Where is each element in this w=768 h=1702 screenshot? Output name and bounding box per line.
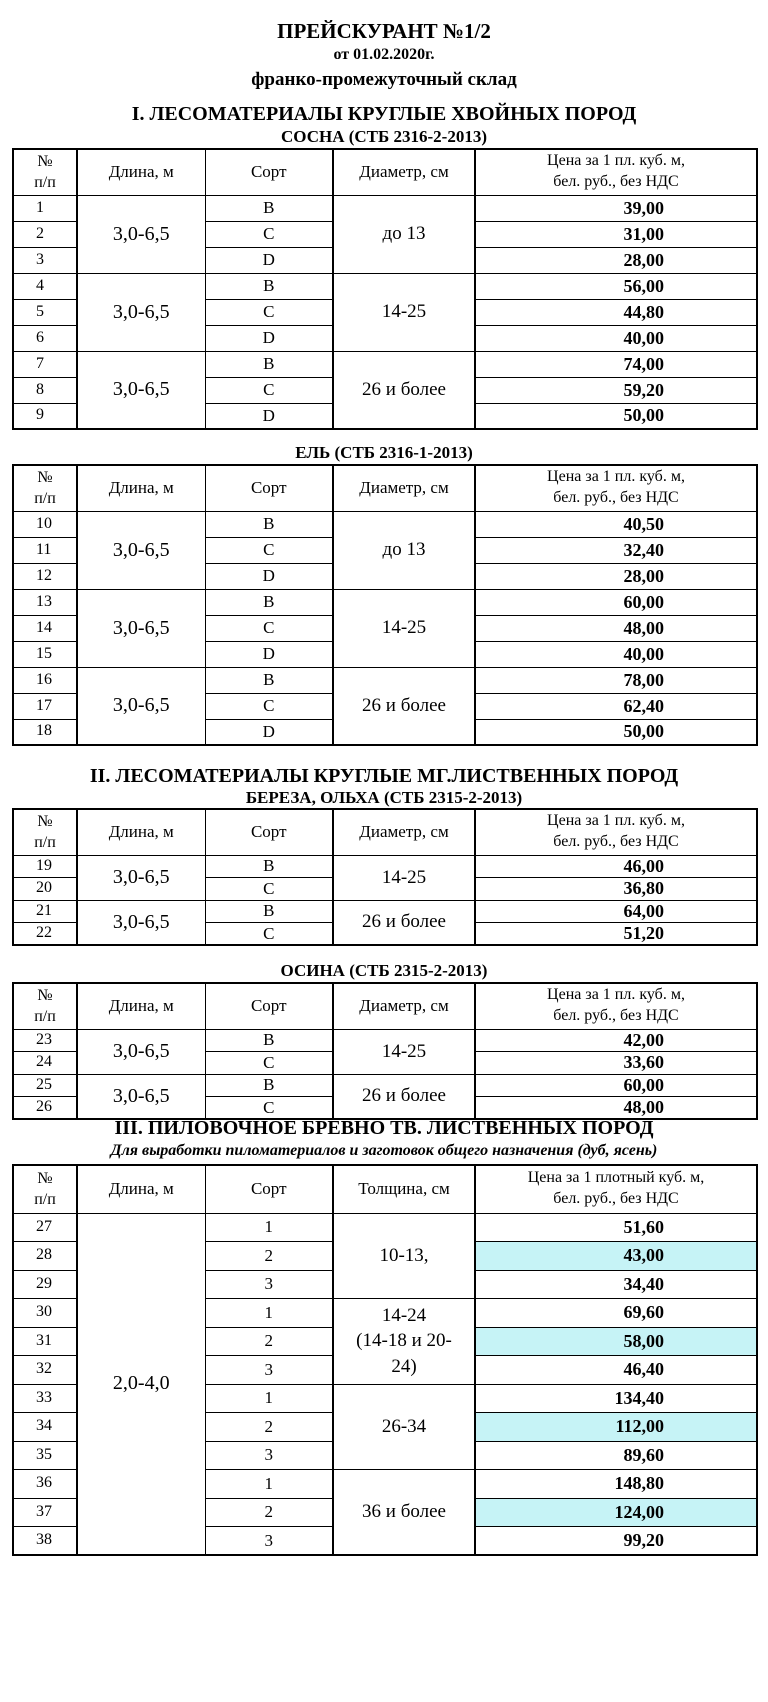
- price-value: 44,80: [475, 299, 757, 325]
- row-number: 3: [13, 247, 77, 273]
- diameter-value-line: 14-25: [381, 866, 427, 888]
- price-value: 59,20: [475, 377, 757, 403]
- diameter-value: [333, 1074, 475, 1119]
- row-number: 4: [13, 273, 77, 299]
- grade-value: C: [205, 923, 333, 946]
- column-header-price-line-1: Цена за 1 пл. куб. м,: [547, 468, 685, 486]
- price-value: 36,80: [475, 878, 757, 901]
- pine-price-table: [12, 148, 758, 430]
- column-header-price-line-1: Цена за 1 пл. куб. м,: [547, 152, 685, 170]
- table-row: [13, 900, 757, 923]
- table-row: [13, 1074, 757, 1097]
- length-value: 3,0-6,5: [77, 511, 205, 589]
- column-header-number-line-2: п/п: [34, 490, 56, 508]
- grade-value: 3: [205, 1527, 333, 1556]
- row-number: 29: [13, 1270, 77, 1299]
- column-header-grade: Сорт: [205, 149, 333, 195]
- section-3-note: Для выработки пиломатериалов и заготовок общего назначения (дуб, ясень): [110, 1142, 658, 1159]
- grade-value: B: [205, 511, 333, 537]
- diameter-value-line: 24): [391, 1356, 417, 1378]
- grade-value: D: [205, 641, 333, 667]
- column-header-price: [475, 983, 757, 1029]
- length-value: 3,0-6,5: [77, 589, 205, 667]
- price-value: 46,00: [475, 855, 757, 878]
- table-row: [13, 273, 757, 299]
- column-header-number-line-1: №: [37, 812, 53, 830]
- price-value: 56,00: [475, 273, 757, 299]
- price-value: 48,00: [475, 615, 757, 641]
- price-value: 40,00: [475, 325, 757, 351]
- price-value: 39,00: [475, 195, 757, 221]
- grade-value: 1: [205, 1213, 333, 1242]
- diameter-value: [333, 589, 475, 667]
- diameter-value: [333, 1299, 475, 1385]
- grade-value: D: [205, 325, 333, 351]
- grade-value: B: [205, 855, 333, 878]
- row-number: 28: [13, 1242, 77, 1271]
- row-number: 27: [13, 1213, 77, 1242]
- length-value: 3,0-6,5: [77, 195, 205, 273]
- diameter-value: [333, 195, 475, 273]
- grade-value: 1: [205, 1299, 333, 1328]
- grade-value: C: [205, 1052, 333, 1075]
- row-number: 10: [13, 511, 77, 537]
- row-number: 12: [13, 563, 77, 589]
- column-header-diameter: Диаметр, см: [333, 983, 475, 1029]
- column-header-number: [13, 1165, 77, 1213]
- diameter-value-line: 14-25: [381, 301, 427, 323]
- grade-value: C: [205, 1097, 333, 1120]
- grade-value: 2: [205, 1242, 333, 1271]
- diameter-value-line: 26 и более: [362, 911, 446, 933]
- row-number: 37: [13, 1498, 77, 1527]
- diameter-value-line: 26 и более: [362, 694, 446, 716]
- grade-value: B: [205, 351, 333, 377]
- row-number: 34: [13, 1413, 77, 1442]
- price-value: 33,60: [475, 1052, 757, 1075]
- price-value: 64,00: [475, 900, 757, 923]
- column-header-length: Длина, м: [77, 149, 205, 195]
- grade-value: 2: [205, 1327, 333, 1356]
- table-row: [13, 1213, 757, 1242]
- price-value: 89,60: [475, 1441, 757, 1470]
- price-value: 43,00: [475, 1242, 757, 1271]
- diameter-value-line: 14-25: [381, 617, 427, 639]
- row-number: 15: [13, 641, 77, 667]
- grade-value: D: [205, 247, 333, 273]
- column-header-grade: Сорт: [205, 983, 333, 1029]
- price-value: 124,00: [475, 1498, 757, 1527]
- grade-value: C: [205, 221, 333, 247]
- length-value: 3,0-6,5: [77, 351, 205, 429]
- column-header-diameter: Диаметр, см: [333, 809, 475, 855]
- length-value: 3,0-6,5: [77, 1074, 205, 1119]
- price-value: 78,00: [475, 667, 757, 693]
- row-number: 25: [13, 1074, 77, 1097]
- row-number: 36: [13, 1470, 77, 1499]
- price-value: 148,80: [475, 1470, 757, 1499]
- column-header-length: Длина, м: [77, 983, 205, 1029]
- table-row: [13, 1029, 757, 1052]
- column-header-price-line-1: Цена за 1 плотный куб. м,: [527, 1169, 705, 1187]
- price-value: 51,60: [475, 1213, 757, 1242]
- birch-alder-price-table: [12, 808, 758, 946]
- row-number: 13: [13, 589, 77, 615]
- column-header-price: [475, 1165, 757, 1213]
- grade-value: B: [205, 667, 333, 693]
- diameter-value: [333, 1029, 475, 1074]
- column-header-diameter: Диаметр, см: [333, 465, 475, 511]
- column-header-number: [13, 465, 77, 511]
- length-value: 3,0-6,5: [77, 1029, 205, 1074]
- grade-value: C: [205, 377, 333, 403]
- row-number: 14: [13, 615, 77, 641]
- row-number: 18: [13, 719, 77, 745]
- spruce-price-table: [12, 464, 758, 746]
- row-number: 32: [13, 1356, 77, 1385]
- row-number: 35: [13, 1441, 77, 1470]
- diameter-value: [333, 511, 475, 589]
- price-value: 40,00: [475, 641, 757, 667]
- length-value: 3,0-6,5: [77, 855, 205, 900]
- column-header-price-line-2: бел. руб., без НДС: [553, 1007, 679, 1025]
- grade-value: B: [205, 195, 333, 221]
- diameter-value-line: до 13: [382, 539, 426, 561]
- price-value: 50,00: [475, 403, 757, 429]
- table-4-caption: ОСИНА (СТБ 2315-2-2013): [280, 961, 488, 980]
- price-value: 48,00: [475, 1097, 757, 1120]
- diameter-value: [333, 351, 475, 429]
- grade-value: C: [205, 615, 333, 641]
- price-value: 34,40: [475, 1270, 757, 1299]
- diameter-value-line: 26 и более: [362, 1085, 446, 1107]
- length-value: 2,0-4,0: [77, 1213, 205, 1555]
- column-header-price-line-2: бел. руб., без НДС: [553, 833, 679, 851]
- price-value: 134,40: [475, 1384, 757, 1413]
- column-header-grade: Сорт: [205, 465, 333, 511]
- grade-value: B: [205, 589, 333, 615]
- row-number: 9: [13, 403, 77, 429]
- column-header-number-line-2: п/п: [34, 1008, 56, 1026]
- row-number: 16: [13, 667, 77, 693]
- grade-value: C: [205, 537, 333, 563]
- row-number: 5: [13, 299, 77, 325]
- grade-value: D: [205, 719, 333, 745]
- column-header-number: [13, 983, 77, 1029]
- price-value: 28,00: [475, 563, 757, 589]
- row-number: 2: [13, 221, 77, 247]
- table-row: [13, 667, 757, 693]
- column-header-length: Длина, м: [77, 809, 205, 855]
- document-title: ПРЕЙСКУРАНТ №1/2: [277, 19, 491, 43]
- diameter-value-line: 14-24: [381, 1304, 427, 1326]
- hardwood-log-price-table: [12, 1164, 758, 1556]
- row-number: 22: [13, 923, 77, 946]
- grade-value: B: [205, 1074, 333, 1097]
- diameter-value: [333, 1384, 475, 1470]
- row-number: 8: [13, 377, 77, 403]
- document-date: от 01.02.2020г.: [333, 46, 435, 63]
- section-1-title: I. ЛЕСОМАТЕРИАЛЫ КРУГЛЫЕ ХВОЙНЫХ ПОРОД: [131, 103, 637, 125]
- grade-value: 2: [205, 1498, 333, 1527]
- row-number: 7: [13, 351, 77, 377]
- price-value: 58,00: [475, 1327, 757, 1356]
- diameter-value-line: 26 и более: [362, 378, 446, 400]
- column-header-number: [13, 809, 77, 855]
- column-header-price-line-2: бел. руб., без НДС: [553, 489, 679, 507]
- table-row: [13, 195, 757, 221]
- diameter-value: [333, 667, 475, 745]
- column-header-price: [475, 465, 757, 511]
- diameter-value-line: 36 и более: [362, 1501, 446, 1523]
- grade-value: 1: [205, 1470, 333, 1499]
- grade-value: 2: [205, 1413, 333, 1442]
- column-header-price: [475, 809, 757, 855]
- table-row: [13, 589, 757, 615]
- column-header-diameter: Толщина, см: [333, 1165, 475, 1213]
- row-number: 23: [13, 1029, 77, 1052]
- row-number: 20: [13, 878, 77, 901]
- price-value: 50,00: [475, 719, 757, 745]
- price-value: 62,40: [475, 693, 757, 719]
- column-header-length: Длина, м: [77, 1165, 205, 1213]
- diameter-value-line: (14-18 и 20-: [356, 1330, 452, 1352]
- row-number: 17: [13, 693, 77, 719]
- diameter-value: [333, 1213, 475, 1299]
- price-value: 99,20: [475, 1527, 757, 1556]
- price-value: 60,00: [475, 1074, 757, 1097]
- row-number: 31: [13, 1327, 77, 1356]
- price-value: 69,60: [475, 1299, 757, 1328]
- column-header-price-line-2: бел. руб., без НДС: [553, 1190, 679, 1208]
- column-header-length: Длина, м: [77, 465, 205, 511]
- grade-value: B: [205, 273, 333, 299]
- price-value: 40,50: [475, 511, 757, 537]
- column-header-number-line-1: №: [37, 152, 53, 170]
- price-value: 51,20: [475, 923, 757, 946]
- grade-value: C: [205, 878, 333, 901]
- column-header-number: [13, 149, 77, 195]
- column-header-number-line-2: п/п: [34, 174, 56, 192]
- section-2-title: II. ЛЕСОМАТЕРИАЛЫ КРУГЛЫЕ МГ.ЛИСТВЕННЫХ ПОРОД: [89, 765, 679, 787]
- price-value: 32,40: [475, 537, 757, 563]
- column-header-price-line-2: бел. руб., без НДС: [553, 173, 679, 191]
- table-3-caption: БЕРЕЗА, ОЛЬХА (СТБ 2315-2-2013): [245, 788, 523, 807]
- row-number: 26: [13, 1097, 77, 1120]
- aspen-price-table: [12, 982, 758, 1120]
- price-value: 112,00: [475, 1413, 757, 1442]
- grade-value: C: [205, 299, 333, 325]
- row-number: 38: [13, 1527, 77, 1556]
- column-header-number-line-1: №: [37, 468, 53, 486]
- diameter-value-line: до 13: [382, 223, 426, 245]
- row-number: 11: [13, 537, 77, 563]
- column-header-number-line-1: №: [37, 1169, 53, 1187]
- section-3-title: III. ПИЛОВОЧНОЕ БРЕВНО ТВ. ЛИСТВЕННЫХ ПОРОД: [114, 1117, 654, 1139]
- length-value: 3,0-6,5: [77, 273, 205, 351]
- document-subtitle: франко-промежуточный склад: [251, 69, 517, 90]
- table-row: [13, 511, 757, 537]
- grade-value: 3: [205, 1356, 333, 1385]
- price-value: 42,00: [475, 1029, 757, 1052]
- column-header-price-line-1: Цена за 1 пл. куб. м,: [547, 812, 685, 830]
- grade-value: 3: [205, 1441, 333, 1470]
- row-number: 30: [13, 1299, 77, 1328]
- price-value: 46,40: [475, 1356, 757, 1385]
- column-header-number-line-2: п/п: [34, 834, 56, 852]
- row-number: 1: [13, 195, 77, 221]
- grade-value: B: [205, 900, 333, 923]
- grade-value: C: [205, 693, 333, 719]
- diameter-value: [333, 855, 475, 900]
- column-header-grade: Сорт: [205, 1165, 333, 1213]
- grade-value: D: [205, 403, 333, 429]
- row-number: 33: [13, 1384, 77, 1413]
- table-row: [13, 855, 757, 878]
- grade-value: D: [205, 563, 333, 589]
- row-number: 19: [13, 855, 77, 878]
- row-number: 21: [13, 900, 77, 923]
- table-2-caption: ЕЛЬ (СТБ 2316-1-2013): [295, 443, 473, 462]
- column-header-price: [475, 149, 757, 195]
- column-header-price-line-1: Цена за 1 пл. куб. м,: [547, 986, 685, 1004]
- diameter-value-line: 14-25: [381, 1040, 427, 1062]
- price-value: 60,00: [475, 589, 757, 615]
- diameter-value-line: 10-13,: [379, 1244, 429, 1266]
- diameter-value: [333, 273, 475, 351]
- column-header-grade: Сорт: [205, 809, 333, 855]
- diameter-value-line: 26-34: [381, 1415, 427, 1437]
- length-value: 3,0-6,5: [77, 667, 205, 745]
- diameter-value: [333, 900, 475, 945]
- grade-value: B: [205, 1029, 333, 1052]
- length-value: 3,0-6,5: [77, 900, 205, 945]
- table-row: [13, 351, 757, 377]
- column-header-diameter: Диаметр, см: [333, 149, 475, 195]
- price-value: 31,00: [475, 221, 757, 247]
- price-value: 74,00: [475, 351, 757, 377]
- diameter-value: [333, 1470, 475, 1556]
- grade-value: 3: [205, 1270, 333, 1299]
- table-1-caption: СОСНА (СТБ 2316-2-2013): [281, 127, 487, 146]
- column-header-number-line-2: п/п: [34, 1191, 56, 1209]
- column-header-number-line-1: №: [37, 986, 53, 1004]
- row-number: 24: [13, 1052, 77, 1075]
- price-value: 28,00: [475, 247, 757, 273]
- row-number: 6: [13, 325, 77, 351]
- grade-value: 1: [205, 1384, 333, 1413]
